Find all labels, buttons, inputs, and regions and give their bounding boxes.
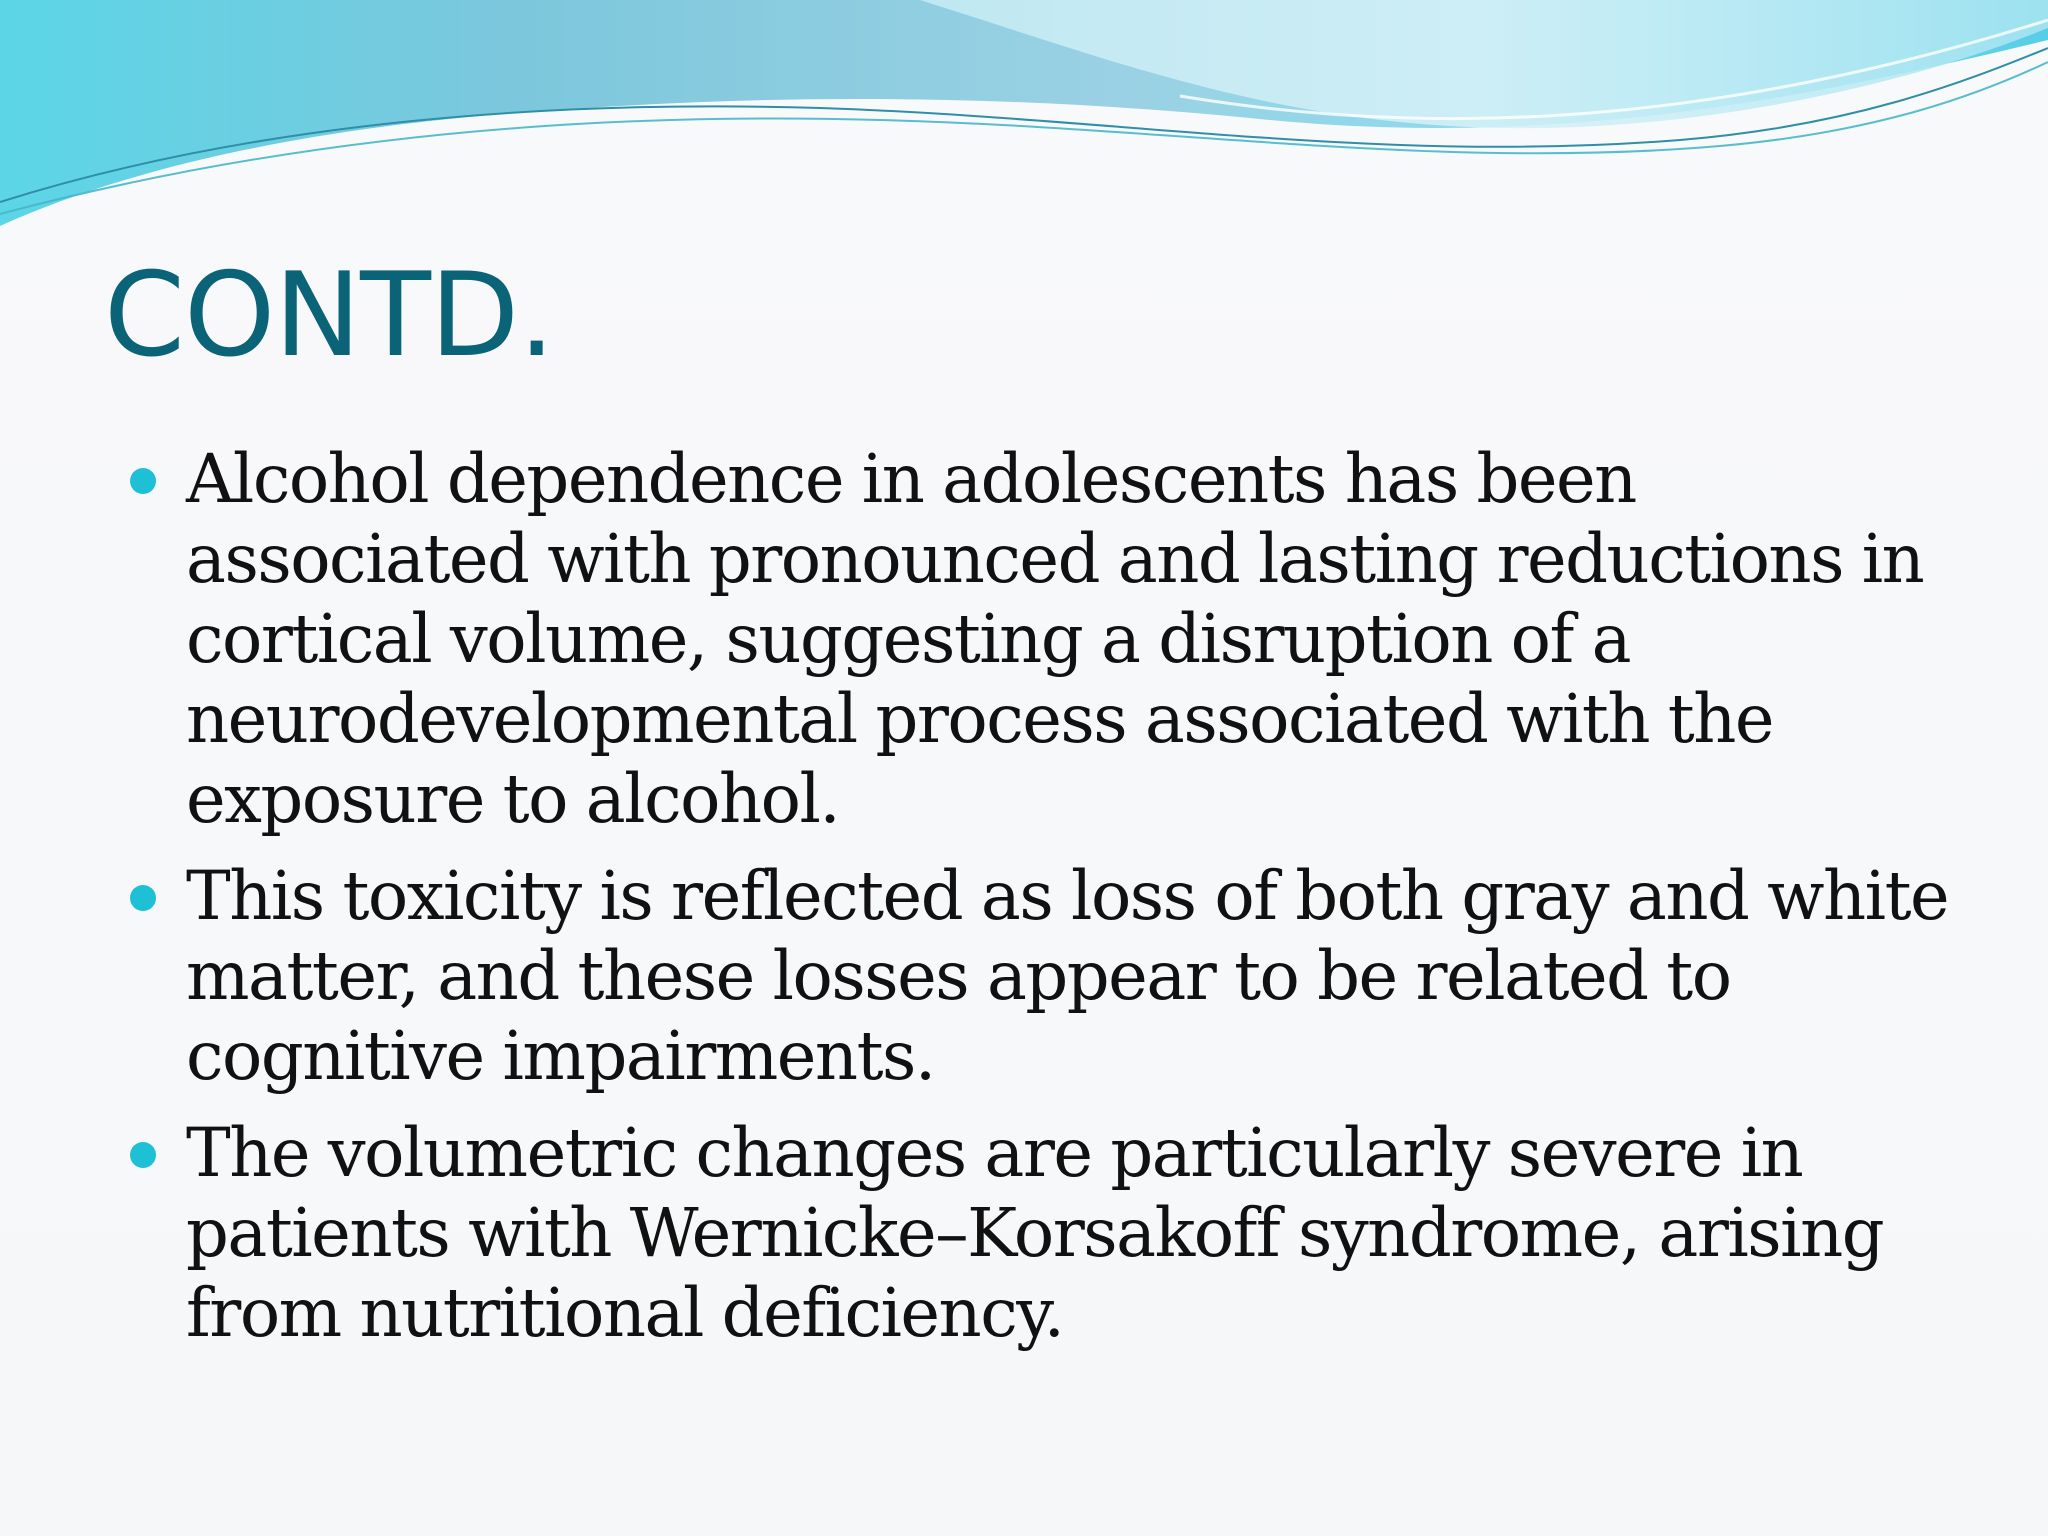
bullet-text-line: exposure to alcohol.	[186, 760, 840, 838]
bullet-item	[0, 1113, 1926, 1353]
decorative-wave-header	[0, 0, 2048, 240]
bullet-text-line: This toxicity is reflected as loss of both gray and white	[186, 857, 1949, 935]
bullet-item	[0, 439, 1926, 839]
bullet-dot-icon	[130, 1142, 156, 1168]
bullet-dot-icon	[130, 885, 156, 911]
bullet-text-line: cortical volume, suggesting a disruption of a	[186, 600, 1631, 678]
bullet-item	[0, 856, 1949, 1096]
bullet-text-line: cognitive impairments.	[186, 1017, 935, 1095]
bullet-text-line: neurodevelopmental process associated with the	[186, 680, 1774, 758]
bullet-text-line: matter, and these losses appear to be related to	[186, 937, 1731, 1015]
bullet-dot-icon	[130, 468, 156, 494]
bullet-text-line: Alcohol dependence in adolescents has been	[186, 440, 1636, 518]
bullet-text-line: The volumetric changes are particularly severe in	[186, 1114, 1803, 1192]
bullet-text-line: from nutritional deficiency.	[186, 1274, 1064, 1352]
slide-title: CONTD.	[104, 248, 555, 383]
bullet-text-line: associated with pronounced and lasting reductions in	[186, 520, 1924, 598]
bullet-text-line: patients with Wernicke–Korsakoff syndrome, arising	[186, 1194, 1884, 1272]
bullet-list	[0, 439, 2048, 1353]
